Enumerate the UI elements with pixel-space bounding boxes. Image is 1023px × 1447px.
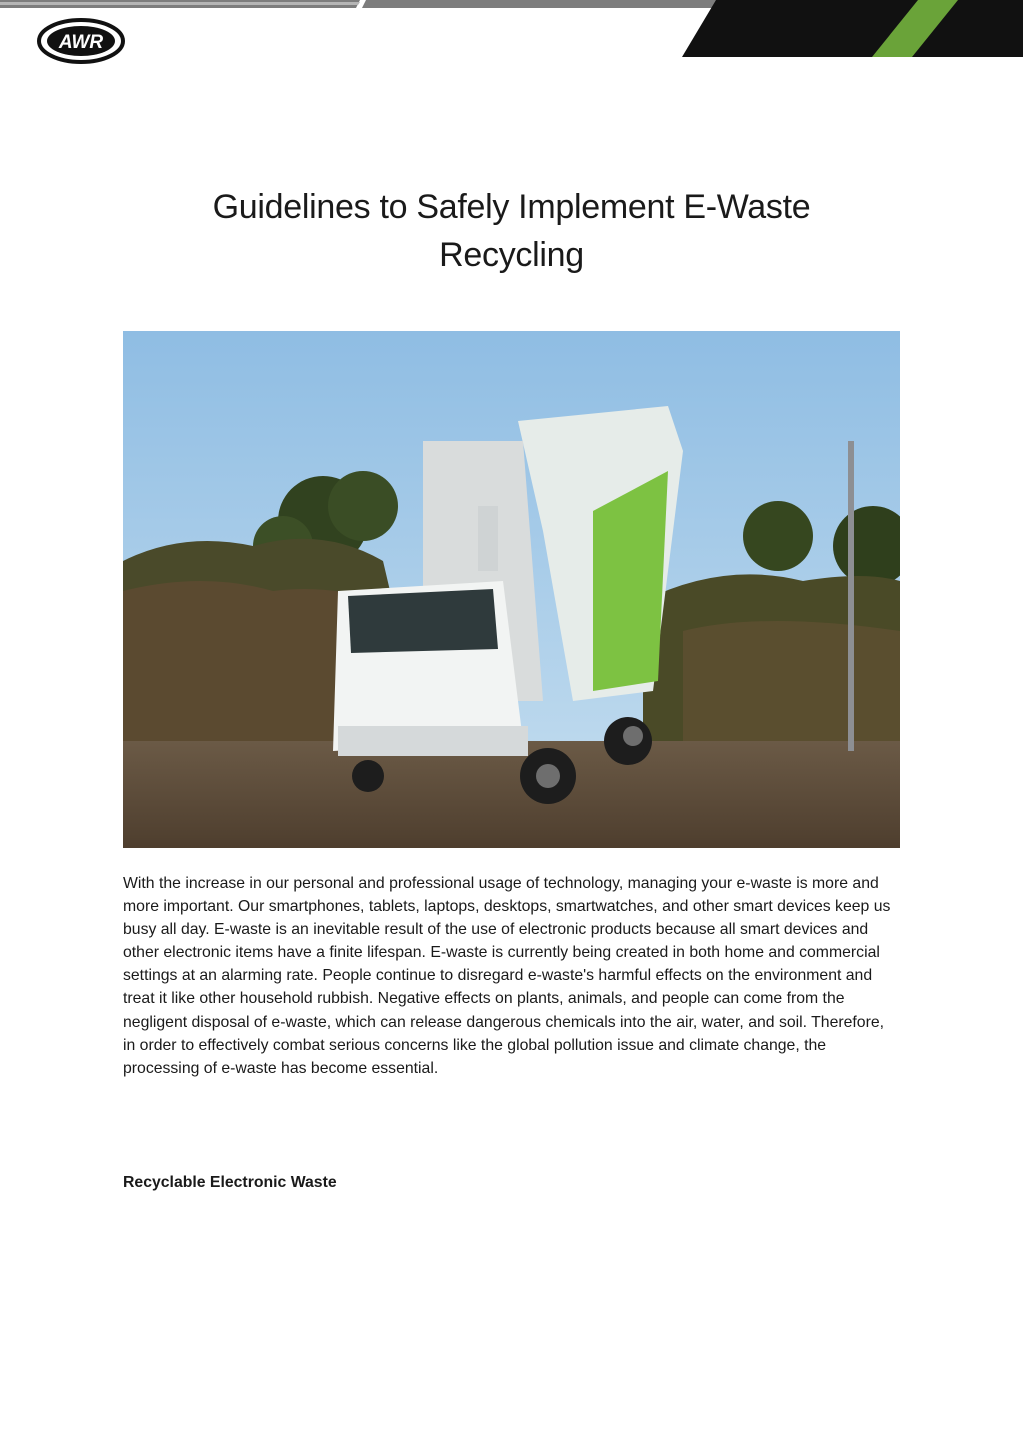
title-line-1: Guidelines to Safely Implement E-Waste <box>212 188 811 226</box>
garbage-truck-photo <box>123 331 900 848</box>
page-title <box>123 183 900 279</box>
title-line-2: Recycling <box>439 236 584 274</box>
header-decoration <box>0 0 1023 60</box>
intro-paragraph: With the increase in our personal and professional usage of technology, managing your e-waste is more and more important. Our smartphones, tablets, laptops, desktops, smartwatches, and other smart devices keep us busy all day. E-waste is an inevitable result of the use of electronic products because all smart devices and other electronic items have a finite lifespan. E-waste is currently being created in both home and commercial settings at an alarming rate. People continue to disregard e-waste's harmful effects on the environment and treat it like other household rubbish. Negative effects on plants, animals, and people can come from the negligent disposal of e-waste, which can release dangerous chemicals into the air, water, and soil. Therefore, in order to effectively combat serious concerns like the global pollution issue and climate change, the processing of e-waste has become essential. <box>123 875 891 1077</box>
company-logo <box>37 17 125 65</box>
logo-text: AWR <box>58 32 104 53</box>
section-heading: Recyclable Electronic Waste <box>123 1174 337 1191</box>
